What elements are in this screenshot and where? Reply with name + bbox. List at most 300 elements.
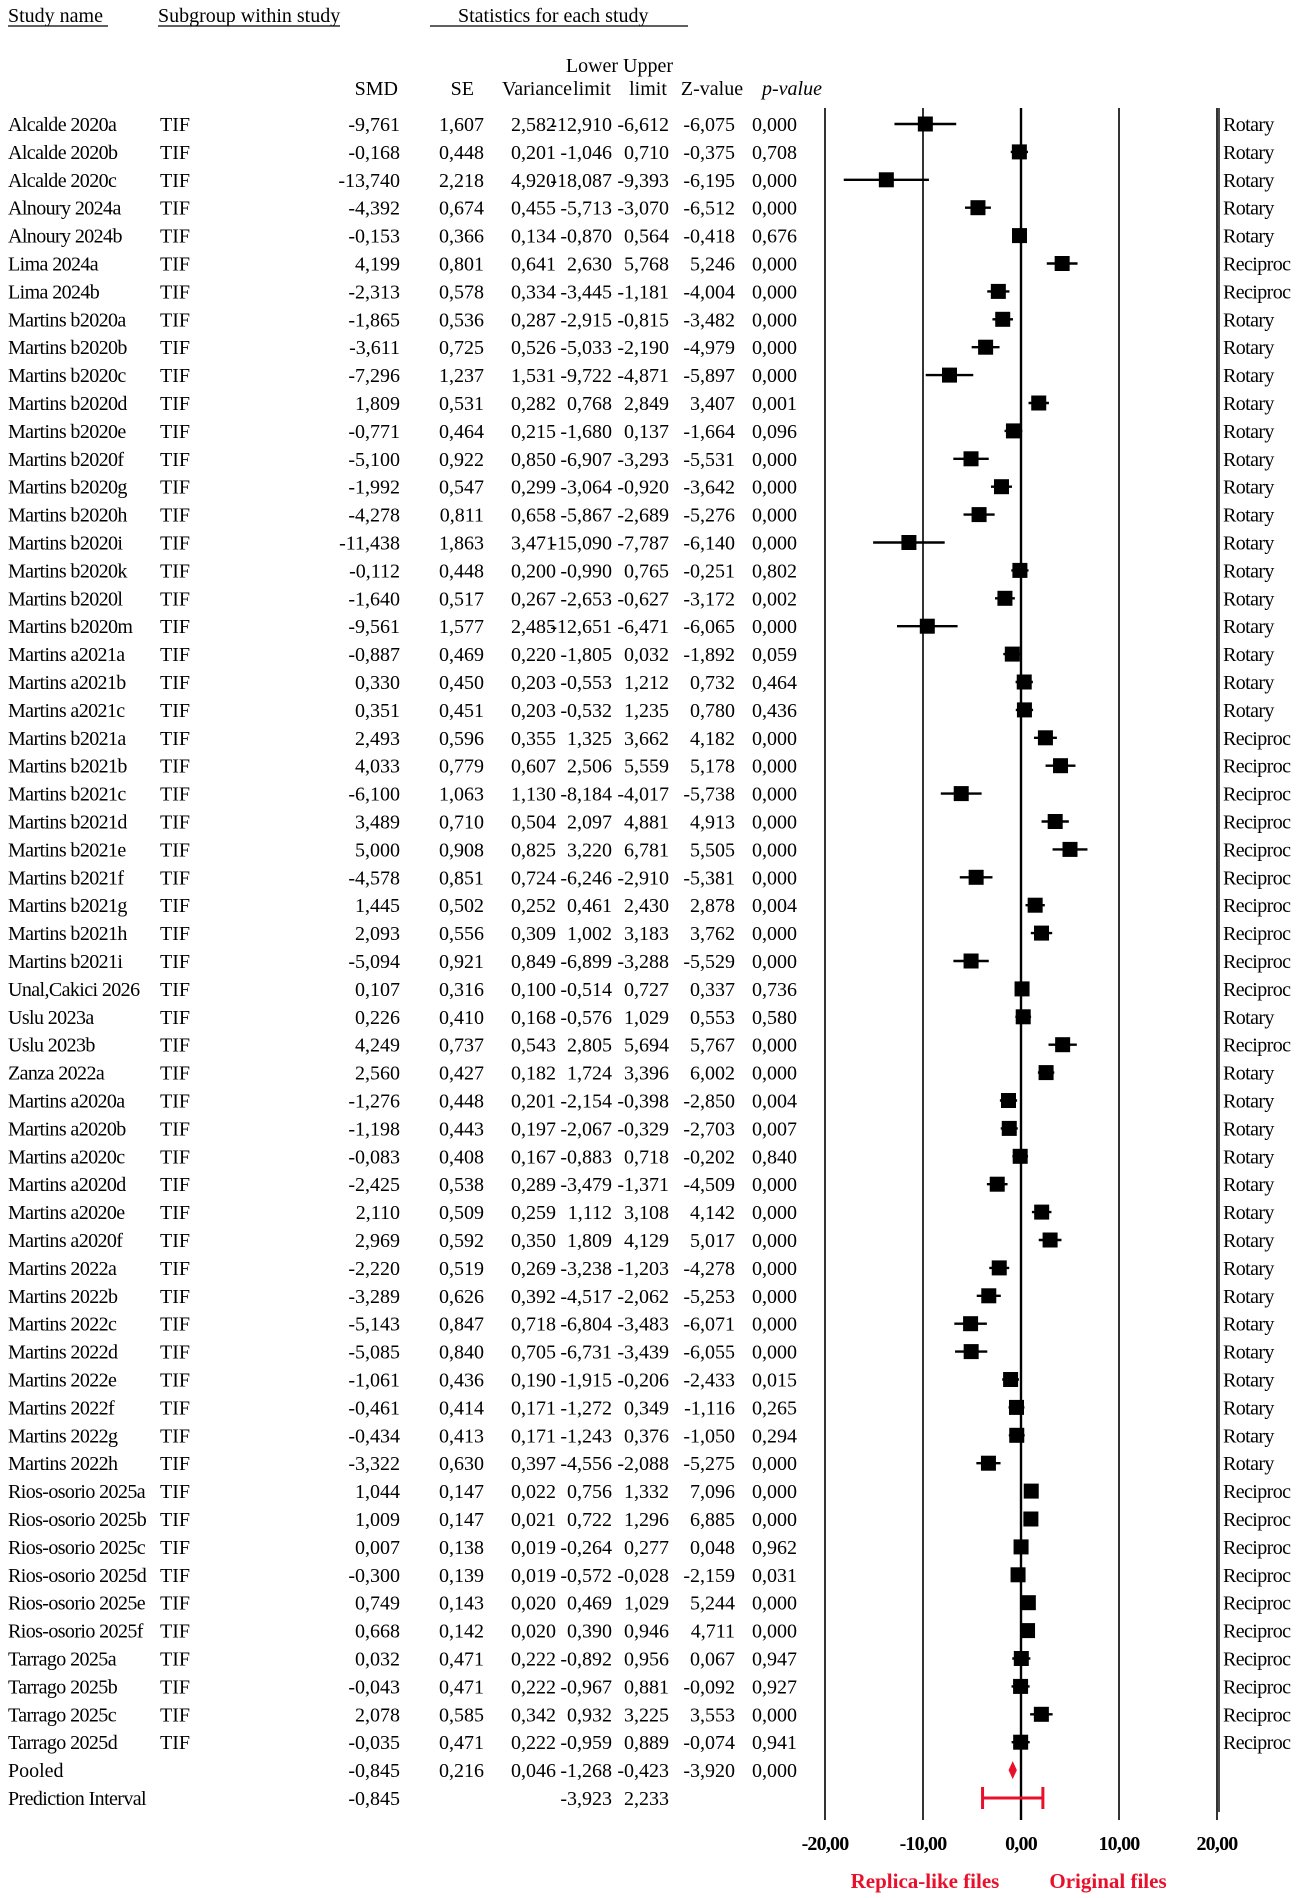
p-value: 0,436 (752, 699, 797, 722)
study-name: Rios-osorio 2025b (8, 1509, 147, 1531)
z-value: 3,407 (690, 393, 735, 415)
p-value: 0,000 (752, 727, 797, 750)
study-name: Alcalde 2020a (8, 114, 117, 136)
subgroup-label: TIF (160, 1648, 190, 1671)
upper-limit-value: -3,070 (617, 197, 669, 220)
upper-limit-value: 1,029 (624, 1006, 669, 1029)
z-value: 5,246 (690, 253, 735, 276)
p-value: 0,000 (752, 1620, 797, 1643)
se-value: 0,138 (439, 1536, 484, 1559)
smd-value: 1,445 (355, 895, 400, 918)
lower-limit-value: -3,064 (560, 476, 612, 499)
z-value: -5,381 (683, 867, 735, 890)
study-name: Tarrago 2025c (8, 1704, 116, 1727)
effect-marker (1016, 1009, 1031, 1024)
effect-marker (995, 312, 1010, 327)
z-value: 0,048 (690, 1536, 735, 1559)
table-row (8, 1118, 1274, 1140)
subgroup-label: TIF (160, 309, 190, 332)
p-value: 0,000 (752, 197, 797, 220)
smd-value: -6,100 (348, 783, 400, 806)
pooled-z: -3,920 (683, 1760, 735, 1783)
effect-marker (1055, 1037, 1070, 1052)
se-value: 0,674 (439, 197, 484, 220)
table-row (8, 1481, 1291, 1503)
smd-value: -5,085 (348, 1341, 400, 1364)
effect-marker (1023, 1512, 1038, 1527)
upper-limit-value: -0,627 (617, 588, 669, 611)
subgroup-label: TIF (160, 337, 190, 360)
group-label: Rotary (1223, 1118, 1274, 1141)
study-name: Martins 2022a (8, 1257, 117, 1280)
se-value: 0,448 (439, 141, 484, 164)
subgroup-label: TIF (160, 141, 190, 164)
subgroup-label: TIF (160, 1034, 190, 1057)
group-label: Rotary (1223, 532, 1274, 555)
table-row (8, 114, 1274, 136)
table-row (8, 142, 1274, 164)
lower-limit-value: -6,899 (560, 951, 612, 973)
z-value: 3,762 (690, 923, 735, 946)
effect-marker (1017, 702, 1032, 717)
subgroup-label: TIF (160, 1285, 190, 1308)
subgroup-label: TIF (160, 1620, 190, 1643)
upper-limit-value: 3,108 (624, 1202, 669, 1225)
study-name: Lima 2024b (8, 281, 100, 304)
z-value: -4,004 (683, 281, 735, 304)
p-value: 0,000 (752, 1062, 797, 1085)
subgroup-label: TIF (160, 1397, 190, 1420)
smd-value: -3,322 (348, 1453, 400, 1476)
table-row (8, 867, 1291, 889)
p-value: 0,000 (752, 839, 797, 862)
effect-marker (1009, 1400, 1024, 1415)
se-value: 0,801 (439, 253, 484, 276)
effect-marker (991, 284, 1006, 299)
z-value: -5,276 (683, 504, 735, 527)
upper-limit-value: 1,212 (624, 672, 669, 694)
smd-value: -0,300 (348, 1564, 400, 1587)
group-label: Rotary (1223, 448, 1274, 471)
p-value: 0,000 (752, 448, 797, 471)
effect-marker (994, 479, 1009, 494)
smd-value: 0,668 (355, 1620, 400, 1643)
p-value: 0,000 (752, 281, 797, 304)
table-row (8, 1230, 1274, 1252)
lower-limit-value: 0,390 (567, 1620, 612, 1643)
z-value: 0,553 (690, 1006, 735, 1029)
se-value: 1,863 (439, 532, 484, 555)
subgroup-label: TIF (160, 365, 190, 388)
subgroup-label: TIF (160, 923, 190, 946)
upper-limit-value: -3,483 (617, 1313, 669, 1336)
group-label: Rotary (1223, 393, 1274, 415)
group-label: Reciproc (1223, 1620, 1291, 1643)
lower-limit-value: 0,722 (567, 1509, 612, 1531)
table-row (8, 421, 1274, 443)
p-value: 0,464 (752, 672, 797, 694)
effect-marker (981, 1288, 996, 1303)
group-label: Reciproc (1223, 1732, 1291, 1755)
variance-value: 0,220 (511, 644, 556, 667)
upper-limit-value: 0,376 (624, 1425, 669, 1448)
effect-marker (1014, 1539, 1029, 1554)
header-subgroup: Subgroup within study (158, 5, 341, 27)
lower-limit-value: -0,870 (560, 225, 612, 248)
study-name: Alcalde 2020c (8, 169, 117, 192)
lower-limit-value: -0,514 (560, 978, 612, 1001)
variance-value: 0,342 (511, 1704, 556, 1727)
effect-marker (1003, 1372, 1018, 1387)
z-value: -6,512 (683, 197, 735, 220)
col-lower-1: Lower (565, 55, 619, 77)
group-label: Rotary (1223, 616, 1274, 639)
p-value: 0,000 (752, 811, 797, 834)
lower-limit-value: 0,756 (567, 1481, 612, 1504)
group-label: Reciproc (1223, 978, 1291, 1001)
smd-value: 1,809 (355, 393, 400, 415)
subgroup-label: TIF (160, 1564, 190, 1587)
p-value: 0,001 (752, 393, 797, 415)
z-value: 5,244 (690, 1592, 735, 1615)
study-name: Martins 2022e (8, 1369, 117, 1392)
upper-limit-value: -0,329 (617, 1118, 669, 1141)
table-row (8, 812, 1291, 834)
p-value: 0,265 (752, 1397, 797, 1420)
header-statistics: Statistics for each study (458, 5, 649, 27)
group-label: Reciproc (1223, 951, 1291, 973)
z-value: -5,531 (683, 448, 735, 471)
table-row (8, 1258, 1274, 1280)
study-name: Martins b2020m (8, 616, 133, 639)
subgroup-label: TIF (160, 169, 190, 192)
z-value: 0,337 (690, 978, 735, 1001)
se-value: 0,536 (439, 309, 484, 332)
group-label: Reciproc (1223, 1536, 1291, 1559)
smd-value: -7,296 (348, 365, 400, 388)
upper-limit-value: -1,181 (617, 281, 669, 304)
lower-limit-value: -2,915 (560, 309, 612, 332)
p-value: 0,000 (752, 1285, 797, 1308)
se-value: 0,585 (439, 1704, 484, 1727)
z-value: -4,278 (683, 1257, 735, 1280)
subgroup-label: TIF (160, 783, 190, 806)
group-label: Reciproc (1223, 253, 1291, 276)
se-value: 0,847 (439, 1313, 484, 1336)
lower-limit-value: -2,067 (560, 1118, 612, 1141)
upper-limit-value: -3,439 (617, 1341, 669, 1364)
effect-marker (1012, 563, 1027, 578)
study-name: Martins b2021c (8, 783, 126, 806)
col-smd: SMD (354, 78, 398, 100)
se-value: 0,547 (439, 476, 484, 499)
variance-value: 0,020 (511, 1592, 556, 1615)
subgroup-label: TIF (160, 532, 190, 555)
effect-marker (1024, 1484, 1039, 1499)
study-name: Uslu 2023b (8, 1034, 95, 1057)
p-value: 0,840 (752, 1146, 797, 1169)
effect-marker (1013, 1149, 1028, 1164)
p-value: 0,000 (752, 337, 797, 360)
group-label: Rotary (1223, 1425, 1274, 1448)
group-label: Rotary (1223, 225, 1274, 248)
table-row (8, 309, 1274, 331)
smd-value: -2,425 (348, 1174, 400, 1197)
subgroup-label: TIF (160, 1174, 190, 1197)
upper-limit-value: 3,225 (624, 1704, 669, 1727)
study-name: Martins b2021f (8, 867, 124, 890)
lower-limit-value: -3,445 (560, 281, 612, 304)
smd-value: -1,061 (348, 1369, 400, 1392)
group-label: Reciproc (1223, 1564, 1291, 1587)
upper-limit-value: 4,129 (624, 1230, 669, 1252)
upper-limit-value: 5,694 (624, 1034, 669, 1057)
table-row (8, 700, 1274, 722)
smd-value: -1,640 (348, 588, 400, 611)
upper-limit-value: 5,768 (624, 253, 669, 276)
table-row (8, 728, 1291, 750)
z-value: 5,505 (690, 839, 735, 862)
upper-limit-value: 1,235 (624, 699, 669, 722)
z-value: -4,509 (683, 1174, 735, 1197)
smd-value: -9,561 (348, 616, 400, 639)
effect-marker (1063, 842, 1078, 857)
variance-value: 2,485 (511, 616, 556, 639)
pooled-name: Pooled (8, 1760, 64, 1783)
variance-value: 0,020 (511, 1620, 556, 1643)
smd-value: -9,761 (348, 114, 400, 136)
p-value: 0,000 (752, 755, 797, 778)
table-row (8, 1286, 1274, 1308)
subgroup-label: TIF (160, 197, 190, 220)
upper-limit-value: -1,371 (617, 1174, 669, 1197)
study-name: Martins 2022b (8, 1285, 118, 1308)
group-label: Rotary (1223, 1146, 1274, 1169)
p-value: 0,000 (752, 1174, 797, 1197)
subgroup-label: TIF (160, 1509, 190, 1531)
group-label: Rotary (1223, 644, 1274, 667)
z-value: -1,892 (683, 644, 735, 667)
lower-limit-value: -1,243 (560, 1425, 612, 1448)
table-row (8, 1314, 1274, 1336)
smd-value: -0,168 (348, 141, 400, 164)
upper-limit-value: 1,296 (624, 1509, 669, 1531)
group-label: Reciproc (1223, 727, 1291, 750)
z-value: -3,482 (683, 309, 735, 332)
study-name: Martins b2020h (8, 504, 127, 527)
effect-marker (963, 1316, 978, 1331)
se-value: 0,556 (439, 923, 484, 946)
group-label: Reciproc (1223, 783, 1291, 806)
study-name: Martins b2021e (8, 839, 126, 862)
study-name: Martins 2022c (8, 1313, 117, 1336)
pooled-p: 0,000 (752, 1760, 797, 1783)
lower-limit-value: -8,184 (560, 783, 612, 806)
lower-limit-value: 0,469 (567, 1592, 612, 1615)
z-value: 4,711 (690, 1620, 735, 1643)
table-row (8, 393, 1274, 415)
effect-marker (1005, 647, 1020, 662)
subgroup-label: TIF (160, 476, 190, 499)
smd-value: 4,033 (355, 755, 400, 778)
effect-marker (964, 954, 979, 969)
study-name: Martins b2020e (8, 420, 126, 443)
z-value: -5,897 (683, 365, 735, 388)
study-name: Lima 2024a (8, 253, 99, 276)
study-name: Martins b2020l (8, 588, 123, 611)
subgroup-label: TIF (160, 114, 190, 136)
effect-marker (1021, 1595, 1036, 1610)
se-value: 0,921 (439, 951, 484, 973)
z-value: -5,738 (683, 783, 735, 806)
lower-limit-value: -5,033 (560, 337, 612, 360)
effect-marker (1020, 1623, 1035, 1638)
variance-value: 0,350 (511, 1230, 556, 1252)
table-row (8, 923, 1291, 945)
study-name: Alcalde 2020b (8, 141, 118, 164)
table-row (8, 1007, 1274, 1029)
tick-label: 10,00 (1098, 1833, 1140, 1855)
lower-limit-value: -0,572 (560, 1564, 612, 1587)
se-value: 0,509 (439, 1202, 484, 1225)
table-row (8, 170, 1274, 192)
upper-limit-value: 0,881 (624, 1676, 669, 1699)
effect-marker (1011, 1567, 1026, 1582)
lower-limit-value: -0,967 (560, 1676, 612, 1699)
subgroup-label: TIF (160, 644, 190, 667)
se-value: 0,147 (439, 1481, 484, 1504)
subgroup-label: TIF (160, 281, 190, 304)
study-name: Martins 2022f (8, 1397, 115, 1420)
col-upper-2: limit (629, 78, 667, 100)
upper-limit-value: 3,396 (624, 1062, 669, 1085)
smd-value: -5,143 (348, 1313, 400, 1336)
effect-marker (954, 786, 969, 801)
z-value: -6,071 (683, 1313, 735, 1336)
upper-limit-value: 3,662 (624, 727, 669, 750)
upper-limit-value: 1,029 (624, 1592, 669, 1615)
subgroup-label: TIF (160, 1257, 190, 1280)
subgroup-label: TIF (160, 1230, 190, 1252)
smd-value: 2,110 (355, 1202, 400, 1225)
upper-limit-value: -1,203 (617, 1257, 669, 1280)
smd-value: -5,100 (348, 448, 400, 471)
effect-marker (1002, 1121, 1017, 1136)
effect-marker (970, 200, 985, 215)
variance-value: 2,582 (511, 114, 556, 136)
variance-value: 0,287 (511, 309, 556, 332)
lower-limit-value: -1,272 (560, 1397, 612, 1420)
table-row (8, 505, 1274, 527)
z-value: 7,096 (690, 1481, 735, 1504)
smd-value: -0,887 (348, 644, 400, 667)
group-label: Reciproc (1223, 1481, 1291, 1504)
se-value: 0,471 (439, 1732, 484, 1755)
smd-value: 0,351 (355, 699, 400, 722)
pooled-diamond (1009, 1761, 1017, 1779)
smd-value: -0,112 (349, 560, 400, 583)
effect-marker (992, 1260, 1007, 1275)
lower-limit-value: -0,883 (560, 1146, 612, 1169)
smd-value: 0,007 (355, 1536, 400, 1559)
p-value: 0,000 (752, 309, 797, 332)
subgroup-label: TIF (160, 1536, 190, 1559)
se-value: 2,218 (439, 169, 484, 192)
table-row (8, 533, 1274, 555)
col-se: SE (450, 78, 474, 100)
upper-limit-value: 0,137 (624, 420, 669, 443)
subgroup-label: TIF (160, 393, 190, 415)
se-value: 0,408 (439, 1146, 484, 1169)
variance-value: 0,197 (511, 1118, 556, 1141)
effect-marker (1034, 1205, 1049, 1220)
variance-value: 0,849 (511, 951, 556, 973)
p-value: 0,927 (752, 1676, 797, 1699)
se-value: 0,471 (439, 1648, 484, 1671)
smd-value: -3,611 (349, 337, 400, 360)
subgroup-label: TIF (160, 811, 190, 834)
study-name: Rios-osorio 2025d (8, 1564, 147, 1587)
se-value: 0,596 (439, 727, 484, 750)
study-name: Martins b2020b (8, 337, 127, 360)
p-value: 0,000 (752, 1704, 797, 1727)
smd-value: -13,740 (338, 169, 400, 192)
p-value: 0,962 (752, 1536, 797, 1559)
z-value: 2,878 (690, 895, 735, 918)
variance-value: 0,455 (511, 197, 556, 220)
smd-value: -4,392 (348, 197, 400, 220)
lower-limit-value: -15,090 (550, 532, 612, 555)
table-row (8, 1342, 1274, 1364)
z-value: -0,074 (683, 1732, 735, 1755)
lower-limit-value: 2,097 (567, 811, 612, 834)
study-name: Martins b2020g (8, 476, 127, 499)
smd-value: -11,438 (339, 532, 400, 555)
se-value: 0,469 (439, 644, 484, 667)
table-row (8, 1146, 1274, 1168)
effect-marker (1017, 675, 1032, 690)
smd-value: -0,461 (348, 1397, 400, 1420)
z-value: 6,002 (690, 1062, 735, 1085)
smd-value: 0,749 (355, 1592, 400, 1615)
subgroup-label: TIF (160, 1704, 190, 1727)
table-row (8, 1537, 1291, 1559)
variance-value: 0,658 (511, 504, 556, 527)
se-value: 0,427 (439, 1062, 484, 1085)
effect-marker (1001, 1093, 1016, 1108)
table-row (8, 1621, 1291, 1643)
z-value: -6,140 (683, 532, 735, 555)
study-name: Martins a2021a (8, 644, 125, 667)
subgroup-label: TIF (160, 1062, 190, 1085)
group-label: Rotary (1223, 699, 1274, 722)
study-name: Martins b2021a (8, 727, 126, 750)
study-name: Rios-osorio 2025c (8, 1536, 146, 1559)
se-value: 0,517 (439, 588, 484, 611)
lower-limit-value: 2,630 (567, 253, 612, 276)
effect-marker (978, 340, 993, 355)
se-value: 0,443 (439, 1118, 484, 1141)
smd-value: -1,276 (348, 1090, 400, 1113)
subgroup-label: TIF (160, 839, 190, 862)
lower-limit-value: 1,724 (567, 1062, 612, 1085)
smd-value: 0,226 (355, 1006, 400, 1029)
study-name: Martins b2020a (8, 309, 126, 332)
table-row (8, 1593, 1291, 1615)
se-value: 0,448 (439, 560, 484, 583)
z-value: -5,253 (683, 1285, 735, 1308)
variance-value: 0,718 (511, 1313, 556, 1336)
